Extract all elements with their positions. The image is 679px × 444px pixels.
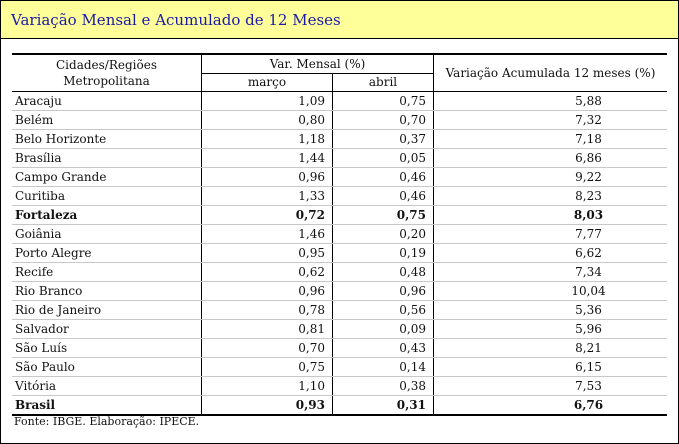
cell-accumulated: 6,86 bbox=[434, 149, 668, 168]
inflation-table bbox=[12, 53, 667, 416]
table-row bbox=[12, 92, 667, 111]
table-row bbox=[12, 301, 667, 320]
table-row bbox=[12, 149, 667, 168]
cell-april: 0,46 bbox=[333, 168, 434, 187]
table-row bbox=[12, 320, 667, 339]
cell-march: 1,46 bbox=[202, 225, 333, 244]
cell-city: Rio de Janeiro bbox=[12, 301, 202, 320]
cell-april: 0,46 bbox=[333, 187, 434, 206]
cell-march: 1,18 bbox=[202, 130, 333, 149]
table-row bbox=[12, 225, 667, 244]
cell-march: 0,62 bbox=[202, 263, 333, 282]
col-header-march: março bbox=[202, 73, 333, 92]
cell-march: 1,09 bbox=[202, 92, 333, 111]
cell-april: 0,20 bbox=[333, 225, 434, 244]
cell-accumulated: 7,77 bbox=[434, 225, 668, 244]
table-row bbox=[12, 263, 667, 282]
cell-accumulated: 7,18 bbox=[434, 130, 668, 149]
cell-march: 0,72 bbox=[202, 206, 333, 225]
cell-march: 0,96 bbox=[202, 282, 333, 301]
cell-march: 0,93 bbox=[202, 396, 333, 416]
cell-accumulated: 7,34 bbox=[434, 263, 668, 282]
cell-march: 1,33 bbox=[202, 187, 333, 206]
cell-accumulated: 7,53 bbox=[434, 377, 668, 396]
cell-accumulated: 5,36 bbox=[434, 301, 668, 320]
cell-city: Curitiba bbox=[12, 187, 202, 206]
table-row bbox=[12, 377, 667, 396]
cell-april: 0,75 bbox=[333, 92, 434, 111]
cell-city: Campo Grande bbox=[12, 168, 202, 187]
col-header-accumulated: Variação Acumulada 12 meses (%) bbox=[434, 54, 668, 92]
cell-april: 0,09 bbox=[333, 320, 434, 339]
cell-march: 1,10 bbox=[202, 377, 333, 396]
cell-april: 0,43 bbox=[333, 339, 434, 358]
cell-accumulated: 9,22 bbox=[434, 168, 668, 187]
cell-march: 1,44 bbox=[202, 149, 333, 168]
col-header-monthly: Var. Mensal (%) bbox=[202, 54, 434, 73]
cell-april: 0,70 bbox=[333, 111, 434, 130]
cell-city: Vitória bbox=[12, 377, 202, 396]
cell-city: Brasília bbox=[12, 149, 202, 168]
col-header-april: abril bbox=[333, 73, 434, 92]
cell-accumulated: 7,32 bbox=[434, 111, 668, 130]
cell-march: 0,81 bbox=[202, 320, 333, 339]
cell-accumulated: 8,23 bbox=[434, 187, 668, 206]
header-row-top bbox=[12, 54, 667, 73]
table-row bbox=[12, 168, 667, 187]
cell-march: 0,80 bbox=[202, 111, 333, 130]
cell-march: 0,96 bbox=[202, 168, 333, 187]
cell-march: 0,78 bbox=[202, 301, 333, 320]
table-row bbox=[12, 111, 667, 130]
table-title: Variação Mensal e Acumulado de 12 Meses bbox=[11, 11, 341, 29]
table-row bbox=[12, 130, 667, 149]
table-row bbox=[12, 358, 667, 377]
cell-april: 0,75 bbox=[333, 206, 434, 225]
table-body bbox=[12, 92, 667, 416]
cell-march: 0,75 bbox=[202, 358, 333, 377]
table-row bbox=[12, 339, 667, 358]
cell-city: Brasil bbox=[12, 396, 202, 416]
table-row bbox=[12, 282, 667, 301]
cell-city: Rio Branco bbox=[12, 282, 202, 301]
cell-accumulated: 6,76 bbox=[434, 396, 668, 416]
cell-accumulated: 10,04 bbox=[434, 282, 668, 301]
cell-april: 0,48 bbox=[333, 263, 434, 282]
cell-april: 0,38 bbox=[333, 377, 434, 396]
table-row bbox=[12, 206, 667, 225]
table-row bbox=[12, 396, 667, 416]
cell-city: São Luís bbox=[12, 339, 202, 358]
cell-april: 0,14 bbox=[333, 358, 434, 377]
cell-april: 0,56 bbox=[333, 301, 434, 320]
cell-accumulated: 5,88 bbox=[434, 92, 668, 111]
table-row bbox=[12, 244, 667, 263]
cell-city: Belém bbox=[12, 111, 202, 130]
col-header-city: Cidades/Regiões Metropolitana bbox=[12, 54, 202, 92]
cell-city: Fortaleza bbox=[12, 206, 202, 225]
cell-city: Salvador bbox=[12, 320, 202, 339]
cell-city: Recife bbox=[12, 263, 202, 282]
cell-accumulated: 5,96 bbox=[434, 320, 668, 339]
cell-accumulated: 8,03 bbox=[434, 206, 668, 225]
cell-april: 0,31 bbox=[333, 396, 434, 416]
cell-accumulated: 6,15 bbox=[434, 358, 668, 377]
source-note: Fonte: IBGE. Elaboração: IPECE. bbox=[14, 415, 200, 428]
cell-city: Goiânia bbox=[12, 225, 202, 244]
cell-april: 0,96 bbox=[333, 282, 434, 301]
cell-march: 0,95 bbox=[202, 244, 333, 263]
cell-accumulated: 6,62 bbox=[434, 244, 668, 263]
cell-april: 0,05 bbox=[333, 149, 434, 168]
table-row bbox=[12, 187, 667, 206]
cell-accumulated: 8,21 bbox=[434, 339, 668, 358]
title-bar bbox=[1, 1, 678, 39]
cell-city: Belo Horizonte bbox=[12, 130, 202, 149]
cell-city: Porto Alegre bbox=[12, 244, 202, 263]
cell-city: Aracaju bbox=[12, 92, 202, 111]
cell-april: 0,19 bbox=[333, 244, 434, 263]
cell-march: 0,70 bbox=[202, 339, 333, 358]
cell-city: São Paulo bbox=[12, 358, 202, 377]
cell-april: 0,37 bbox=[333, 130, 434, 149]
